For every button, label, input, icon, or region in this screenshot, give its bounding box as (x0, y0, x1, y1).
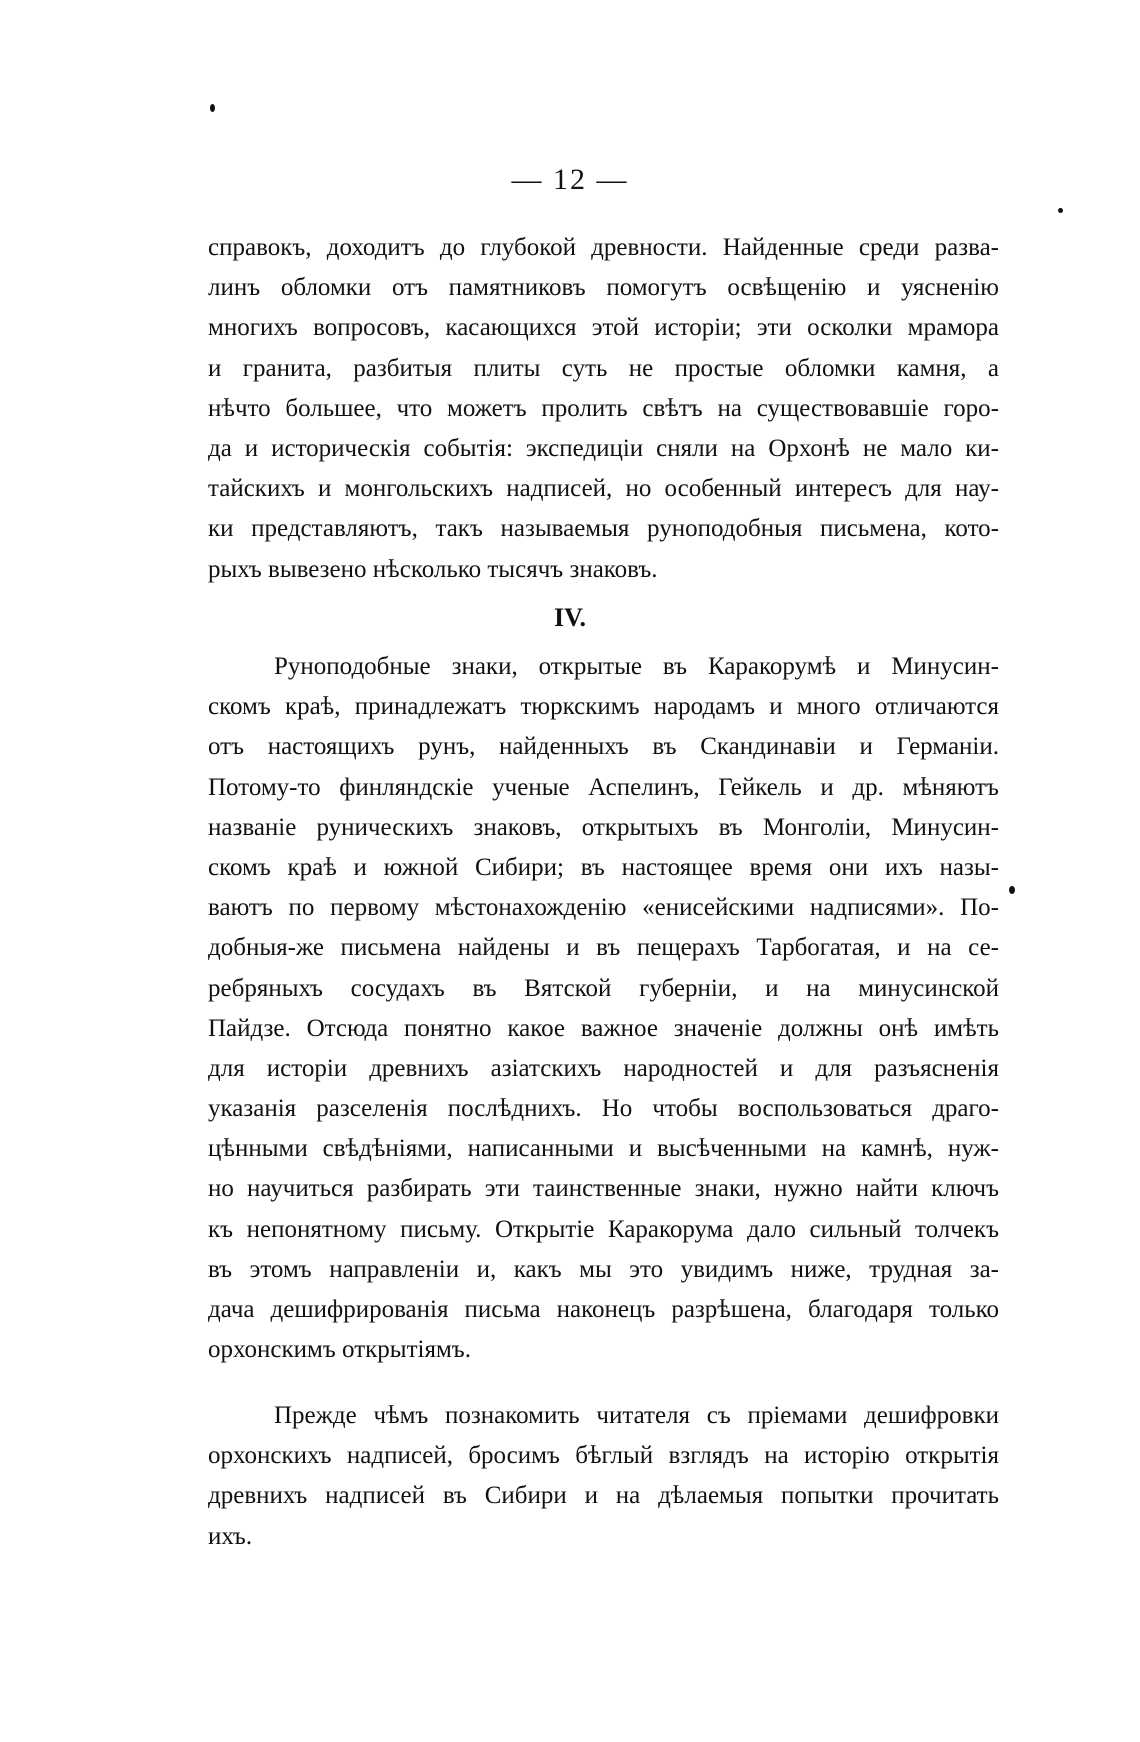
text-line: линъ обломки отъ памятниковъ помогутъ освѣщенію и уясненію (208, 274, 999, 302)
text-line: многихъ вопросовъ, касающихся этой исторіи; эти осколки мрамора (208, 314, 999, 342)
text-line: скомъ краѣ, принадлежатъ тюркскимъ народамъ и много отличаются (208, 693, 999, 721)
scan-speck (1058, 208, 1063, 213)
text-line: нѣчто большее, что можетъ пролить свѣтъ на существовавшіе горо- (208, 394, 999, 422)
text-line: Прежде чѣмъ познакомить читателя съ пріемами дешифровки (274, 1402, 999, 1429)
paragraph-continuation (208, 228, 999, 590)
text-line: справокъ, доходитъ до глубокой древности. Найденные среди разва- (208, 234, 999, 261)
text-line: и гранита, разбитыя плиты суть не простые обломки камня, а (208, 354, 999, 382)
text-line: Пайдзе. Отсюда понятно какое важное значеніе должны онѣ имѣть (208, 1014, 999, 1042)
text-line: цѣнными свѣдѣніями, написанными и высѣченными на камнѣ, нуж- (208, 1135, 999, 1163)
text-line: ки представляютъ, такъ называемыя руноподобныя письмена, кото- (208, 515, 999, 543)
paragraph-runic-signs (208, 647, 999, 1370)
scan-speck (210, 104, 215, 112)
text-line: къ непонятному письму. Открытіе Каракорума дало сильный толчекъ (208, 1215, 999, 1243)
text-line: ребряныхъ сосудахъ въ Вятской губерніи, и на минусинской (208, 974, 999, 1002)
text-line: но научиться разбирать эти таинственные знаки, нужно найти ключъ (208, 1175, 999, 1203)
text-line: древнихъ надписей въ Сибири и на дѣлаемыя попытки прочитать (208, 1482, 999, 1510)
text-line: дача дешифрированія письма наконецъ разрѣшена, благодаря только (208, 1296, 999, 1323)
text-line: рыхъ вывезено нѣсколько тысячъ знаковъ. (208, 555, 658, 583)
text-line: въ этомъ направленіи и, какъ мы это увидимъ ниже, трудная за- (208, 1255, 999, 1283)
text-line: да и историческія событія: экспедиціи сняли на Орхонѣ не мало ки- (208, 434, 999, 462)
text-line: орхонскимъ открытіямъ. (208, 1336, 471, 1364)
text-line: скомъ краѣ и южной Сибири; въ настоящее время они ихъ назы- (208, 853, 999, 881)
text-line: орхонскихъ надписей, бросимъ бѣглый взглядъ на исторію открытія (208, 1442, 999, 1470)
text-line: добныя-же письмена найдены и въ пещерахъ Тарбогатая, и на се- (208, 934, 999, 962)
page-number: — 12 — (511, 163, 629, 196)
paragraph-before-deciphering (208, 1396, 999, 1557)
text-line: для исторіи древнихъ азіатскихъ народностей и для разъясненія (208, 1054, 999, 1082)
text-line: названіе руническихъ знаковъ, открытыхъ въ Монголіи, Минусин- (208, 813, 999, 841)
text-line: отъ настоящихъ рунъ, найденныхъ въ Скандинавіи и Германіи. (208, 733, 999, 761)
section-heading: IV. (553, 603, 587, 632)
scan-speck (1009, 886, 1015, 894)
text-line: Руноподобные знаки, открытые въ Каракорумѣ и Минусин- (274, 653, 999, 680)
text-line: ваютъ по первому мѣстонахожденію «енисейскими надписями». По- (208, 894, 999, 922)
text-line: ихъ. (208, 1522, 253, 1550)
text-line: Потому-то финляндскіе ученые Аспелинъ, Гейкель и др. мѣняютъ (208, 773, 999, 801)
text-line: указанія разселенія послѣднихъ. Но чтобы воспользоваться драго- (208, 1095, 999, 1123)
text-line: тайскихъ и монгольскихъ надписей, но особенный интересъ для нау- (208, 475, 999, 503)
